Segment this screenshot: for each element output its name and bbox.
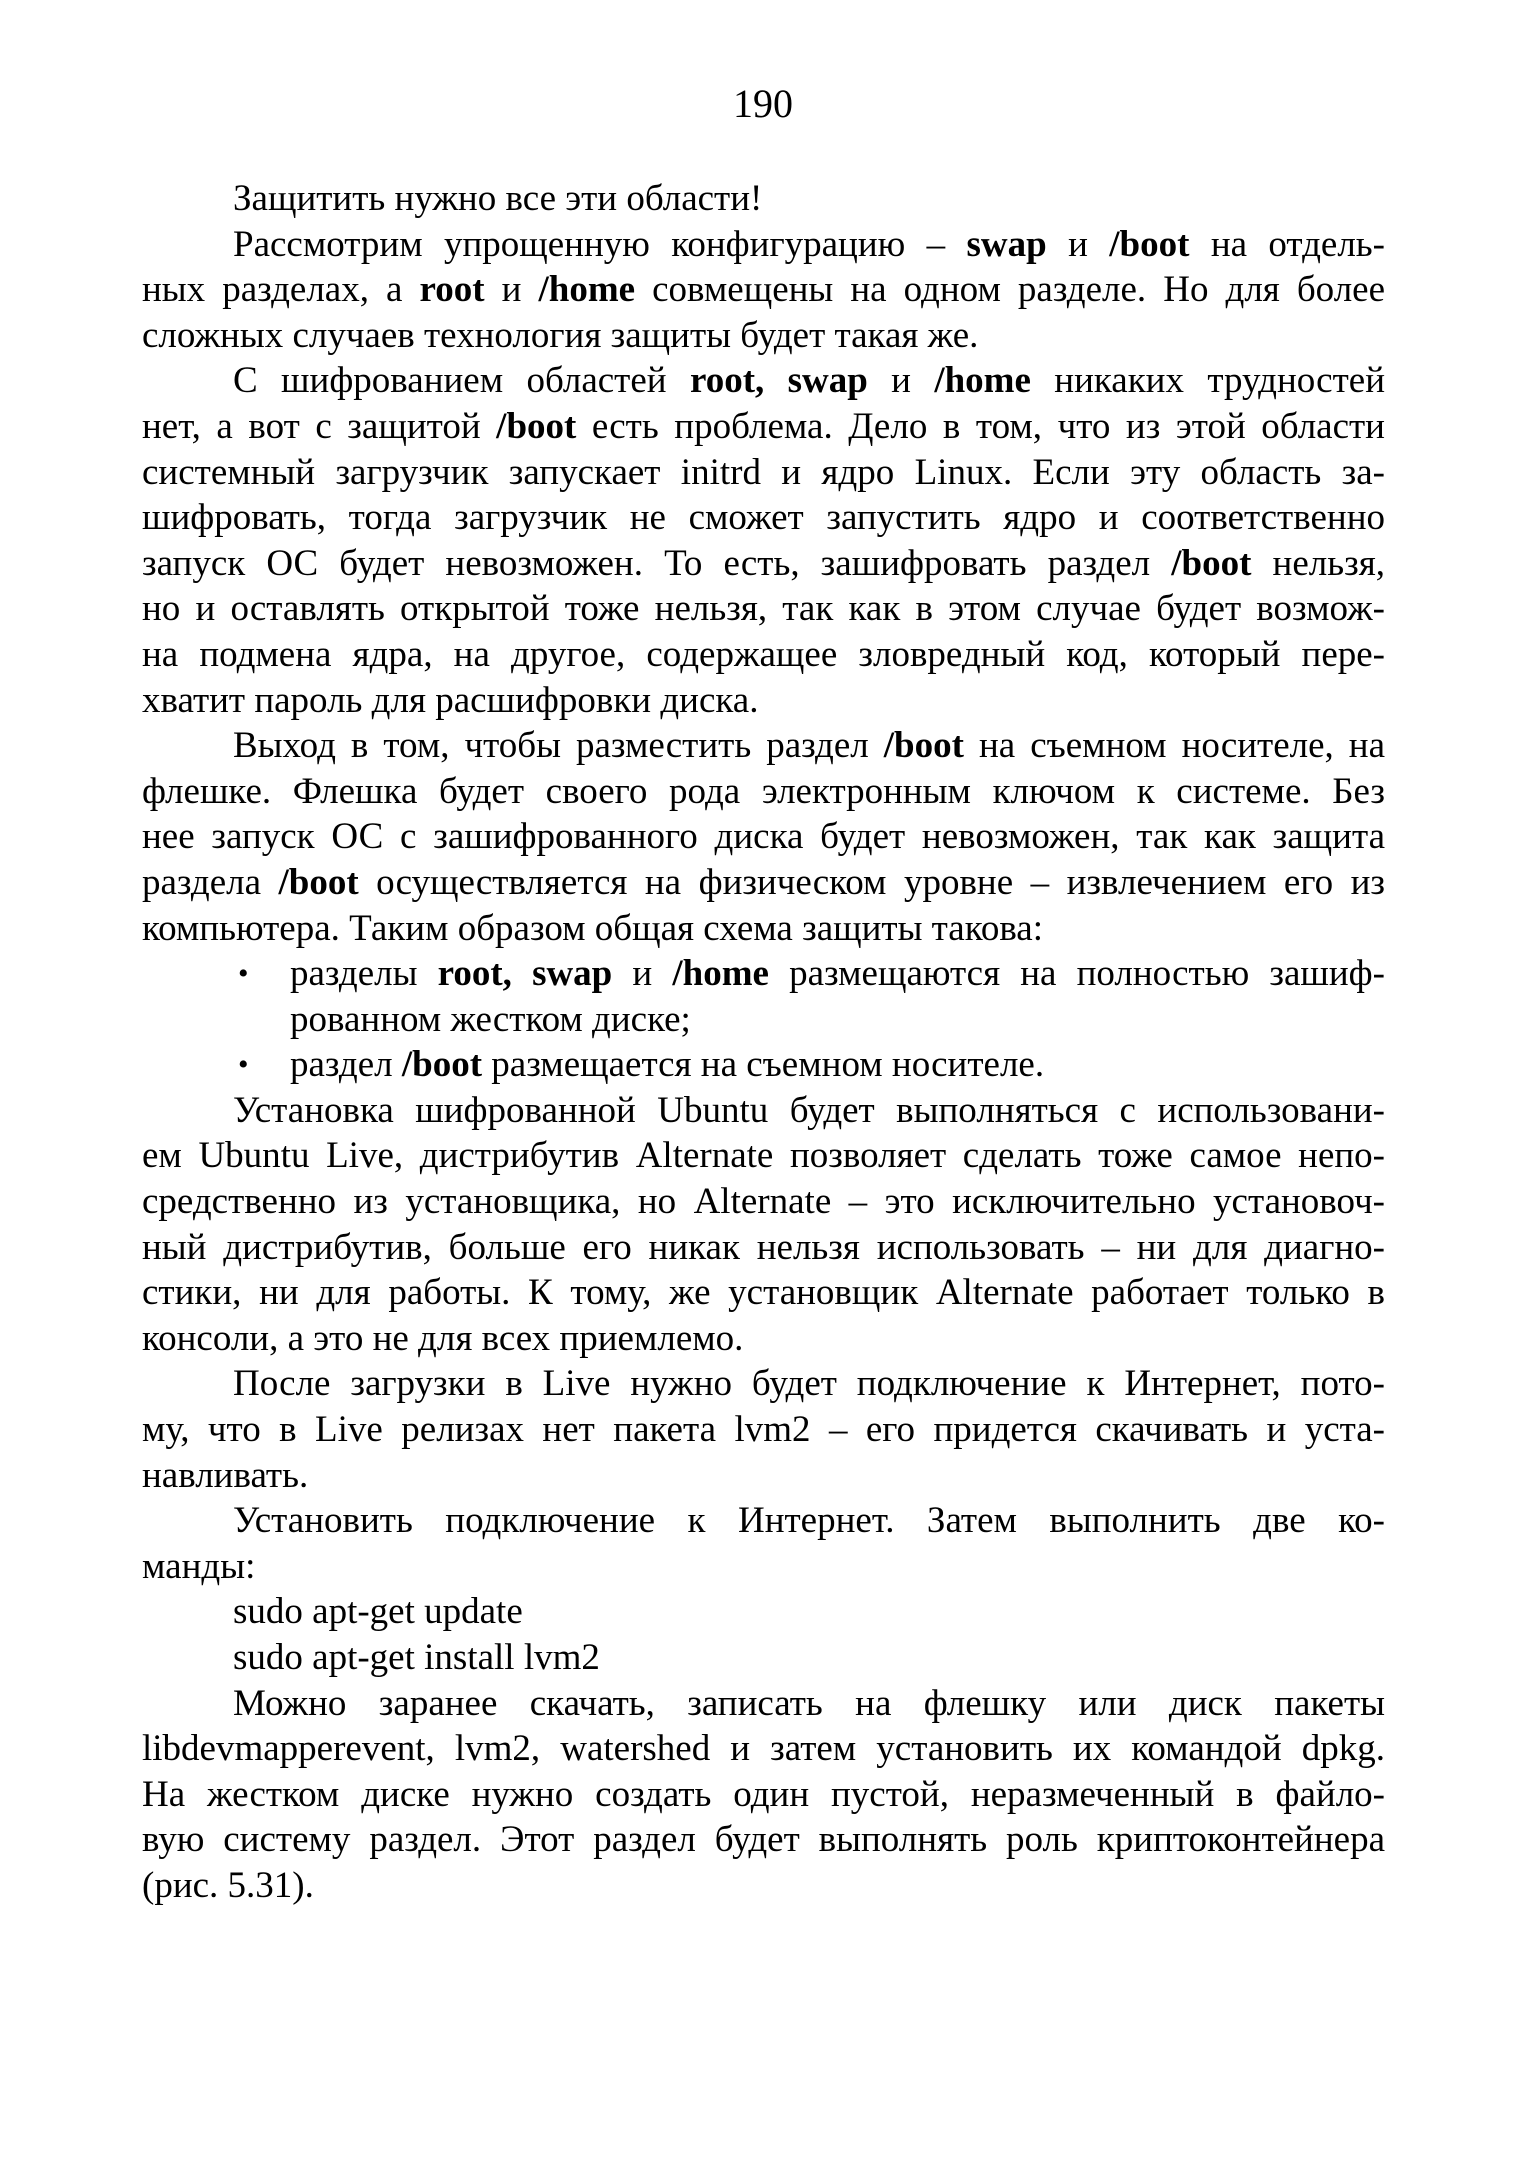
paragraph xyxy=(142,1088,1385,1362)
text-line: Защитить нужно все эти области! xyxy=(233,178,763,219)
text-block xyxy=(142,176,1385,1909)
page-number: 190 xyxy=(733,81,793,126)
text-line: на подмена ядра, на другое, содержащее зловредный код, который пере- xyxy=(142,633,1385,675)
text-line: но и оставлять открытой тоже нельзя, так как в этом случае будет возмож- xyxy=(142,588,1385,630)
text-line: ных разделах, а root и /home совмещены на одном разделе. Но для более xyxy=(142,269,1385,311)
text-line: запуск ОС будет невозможен. То есть, зашифровать раздел /boot нельзя, xyxy=(142,542,1385,584)
text-line: рованном жестком диске; xyxy=(290,998,691,1040)
text-line: вую систему раздел. Этот раздел будет выполнять роль криптоконтейнера xyxy=(142,1819,1385,1861)
text-line: компьютера. Таким образом общая схема защиты такова: xyxy=(142,907,1044,949)
text-line: Можно заранее скачать, записать на флешку или диск пакеты xyxy=(233,1682,1385,1724)
text-line: ем Ubuntu Live, дистрибутив Alternate позволяет сделать тоже самое непо- xyxy=(142,1135,1385,1177)
text-line: Выход в том, чтобы разместить раздел /boot на съемном носителе, на xyxy=(233,725,1385,767)
text-line: sudo apt-get install lvm2 xyxy=(233,1637,600,1678)
text-line: ный дистрибутив, больше его никак нельзя использовать – ни для диагно- xyxy=(142,1226,1385,1268)
paragraph xyxy=(142,176,1385,222)
text-line: На жестком диске нужно создать один пустой, неразмеченный в файло- xyxy=(142,1773,1385,1815)
command-line xyxy=(142,1589,1385,1635)
text-line: средственно из установщика, но Alternate – это исключительно установоч- xyxy=(142,1181,1385,1223)
text-line: разделы root, swap и /home размещаются на полностью зашиф- xyxy=(290,953,1385,995)
text-line: системный загрузчик запускает initrd и ядро Linux. Если эту область за- xyxy=(142,451,1385,493)
paragraph xyxy=(142,1361,1385,1498)
paragraph xyxy=(142,358,1385,723)
text-line: нее запуск ОС с зашифрованного диска будет невозможен, так как защита xyxy=(142,816,1385,858)
text-line: sudo apt-get update xyxy=(233,1591,523,1633)
text-line: раздел /boot размещается на съемном носителе. xyxy=(290,1044,1045,1086)
text-line: флешке. Флешка будет своего рода электронным ключом к системе. Без xyxy=(142,770,1385,812)
paragraph xyxy=(142,222,1385,359)
bullet-item xyxy=(142,1042,1385,1088)
paragraph xyxy=(142,1498,1385,1589)
text-line: (рис. 5.31). xyxy=(142,1864,314,1906)
text-line: шифровать, тогда загрузчик не сможет запустить ядро и соответственно xyxy=(142,497,1385,539)
text-line: сложных случаев технология защиты будет такая же. xyxy=(142,314,979,356)
text-line: После загрузки в Live нужно будет подключение к Интернет, пото- xyxy=(233,1363,1385,1405)
text-line: манды: xyxy=(142,1545,256,1587)
text-line: навливать. xyxy=(142,1454,309,1496)
text-line: му, что в Live релизах нет пакета lvm2 – его придется скачивать и уста- xyxy=(142,1409,1385,1451)
text-line: Установка шифрованной Ubuntu будет выполняться с использовани- xyxy=(233,1089,1385,1131)
text-line: хватит пароль для расшифровки диска. xyxy=(142,679,759,721)
text-line: консоли, а это не для всех приемлемо. xyxy=(142,1317,744,1359)
text-line: libdevmapperevent, lvm2, watershed и затем установить их командой dpkg. xyxy=(142,1728,1385,1770)
bullet-icon: • xyxy=(238,957,249,991)
bullet-icon: • xyxy=(238,1048,249,1082)
text-line: С шифрованием областей root, swap и /home никаких трудностей xyxy=(233,360,1385,402)
text-line: Установить подключение к Интернет. Затем выполнить две ко- xyxy=(233,1500,1385,1542)
bullet-item xyxy=(142,951,1385,1042)
text-line: раздела /boot осуществляется на физическом уровне – извлечением его из xyxy=(142,861,1385,903)
text-line: нет, а вот с защитой /boot есть проблема. Дело в том, что из этой области xyxy=(142,405,1385,447)
command-line xyxy=(142,1635,1385,1681)
paragraph xyxy=(142,1681,1385,1909)
text-line: стики, ни для работы. К тому, же установщик Alternate работает только в xyxy=(142,1272,1385,1314)
paragraph xyxy=(142,723,1385,951)
text-line: Рассмотрим упрощенную конфигурацию – swap и /boot на отдель- xyxy=(233,223,1385,265)
